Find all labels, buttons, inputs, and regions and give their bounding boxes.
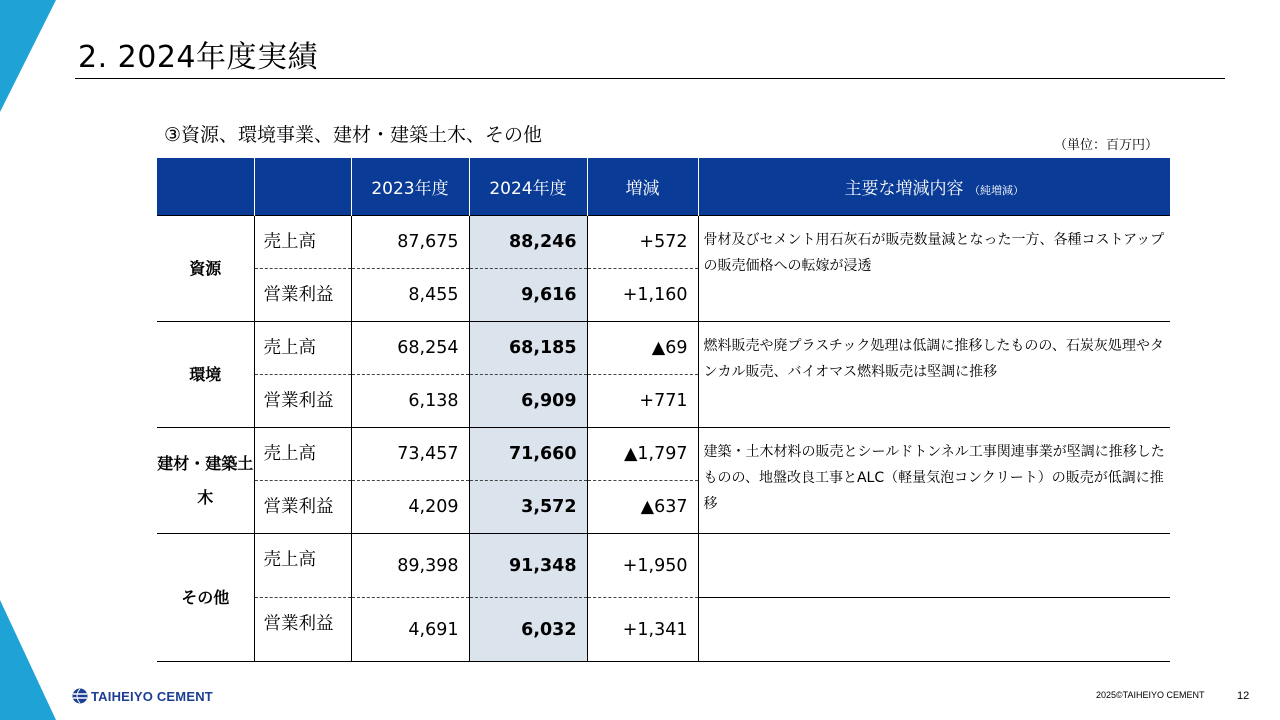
value-change: +1,950 (587, 534, 698, 598)
title-divider (75, 78, 1225, 79)
segment-name: 環境 (157, 322, 254, 428)
table-row (157, 322, 1170, 375)
item-label: 売上高 (254, 428, 351, 481)
value-fy2024: 9,616 (469, 269, 587, 322)
value-fy2023: 73,457 (351, 428, 469, 481)
value-fy2023: 8,455 (351, 269, 469, 322)
item-label: 営業利益 (254, 375, 351, 428)
value-fy2024: 91,348 (469, 534, 587, 598)
item-label: 営業利益 (254, 481, 351, 534)
page-title: 2. 2024年度実績 (78, 40, 319, 75)
item-label: 営業利益 (254, 269, 351, 322)
header-fy2023: 2023年度 (351, 158, 469, 216)
results-table (157, 158, 1170, 662)
segment-name: その他 (157, 534, 254, 662)
header-note (698, 158, 1170, 216)
header-item (254, 158, 351, 216)
change-note-empty (698, 598, 1170, 662)
header-note-sub: （純増減） (968, 184, 1024, 197)
corner-accent-top (0, 0, 60, 112)
value-change: +1,341 (587, 598, 698, 662)
value-fy2024: 68,185 (469, 322, 587, 375)
unit-label: （単位：百万円） (1054, 138, 1159, 153)
header-note-label: 主要な増減内容 (844, 179, 964, 199)
table-row (157, 598, 1170, 662)
value-fy2023: 6,138 (351, 375, 469, 428)
page-number: 12 (1237, 690, 1250, 702)
table-row (157, 216, 1170, 269)
value-change: ▲69 (587, 322, 698, 375)
value-change: +771 (587, 375, 698, 428)
corner-accent-bottom (0, 600, 60, 720)
header-segment (157, 158, 254, 216)
table-header-row (157, 158, 1170, 216)
value-fy2023: 87,675 (351, 216, 469, 269)
segment-name: 資源 (157, 216, 254, 322)
value-fy2024: 71,660 (469, 428, 587, 481)
change-note: 燃料販売や廃プラスチック処理は低調に推移したものの、石炭灰処理やタンカル販売、バイオマス燃料販売は堅調に推移 (698, 322, 1170, 428)
value-change: +1,160 (587, 269, 698, 322)
logo-text: TAIHEIYO CEMENT (91, 688, 213, 704)
item-label: 売上高 (254, 216, 351, 269)
header-fy2024: 2024年度 (469, 158, 587, 216)
segment-name: 建材・建築土木 (157, 428, 254, 534)
value-fy2023: 4,691 (351, 598, 469, 662)
value-fy2024: 88,246 (469, 216, 587, 269)
table-row (157, 534, 1170, 598)
value-change: ▲637 (587, 481, 698, 534)
value-change: ▲1,797 (587, 428, 698, 481)
value-fy2023: 89,398 (351, 534, 469, 598)
change-note: 骨材及びセメント用石灰石が販売数量減となった一方、各種コストアップの販売価格への転嫁が浸透 (698, 216, 1170, 322)
header-change: 増減 (587, 158, 698, 216)
change-note (698, 534, 1170, 598)
value-fy2023: 68,254 (351, 322, 469, 375)
value-fy2024: 6,909 (469, 375, 587, 428)
logo-globe-icon (72, 688, 88, 704)
item-label: 売上高 (254, 534, 351, 598)
value-fy2024: 3,572 (469, 481, 587, 534)
table-row (157, 428, 1170, 481)
value-fy2023: 4,209 (351, 481, 469, 534)
copyright: 2025©TAIHEIYO CEMENT (1096, 690, 1205, 700)
value-fy2024: 6,032 (469, 598, 587, 662)
company-logo (72, 688, 213, 704)
item-label: 営業利益 (254, 598, 351, 662)
section-subtitle: ③資源、環境事業、建材・建築土木、その他 (164, 124, 543, 146)
item-label: 売上高 (254, 322, 351, 375)
change-note: 建築・土木材料の販売とシールドトンネル工事関連事業が堅調に推移したものの、地盤改良工事とALC（軽量気泡コンクリート）の販売が低調に推移 (698, 428, 1170, 534)
value-change: +572 (587, 216, 698, 269)
